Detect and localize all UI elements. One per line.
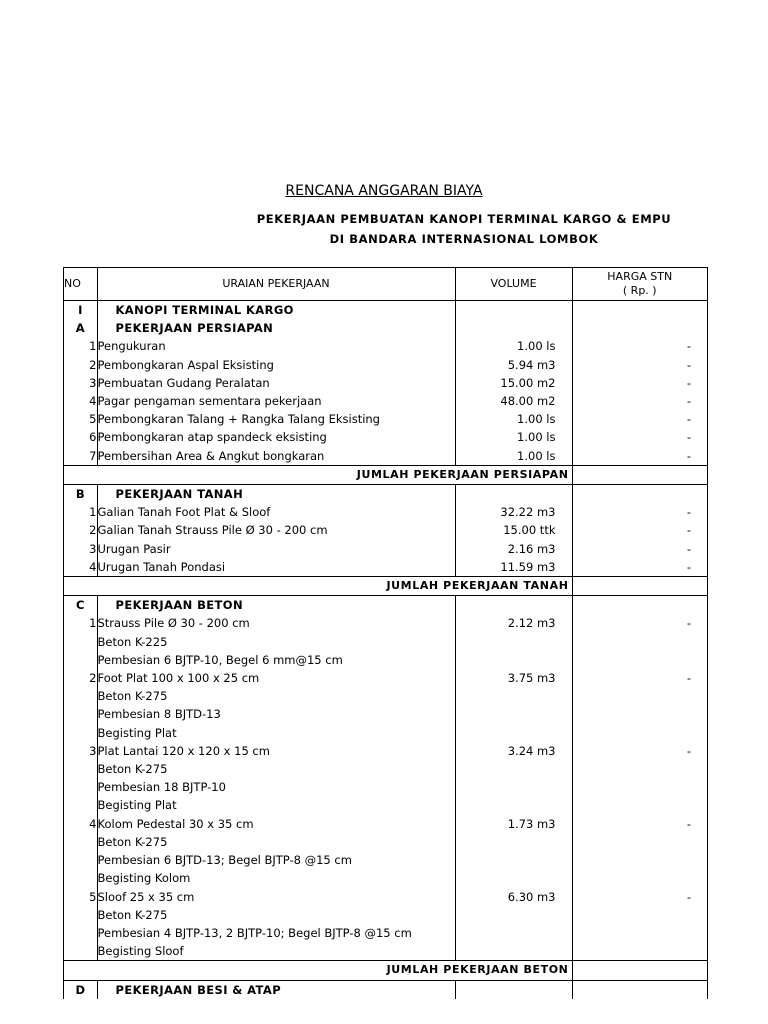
row-unit-price: - (686, 541, 691, 556)
row-unit-price: - (686, 339, 691, 354)
row-volume: 5.94 m3 (455, 356, 572, 374)
row-volume: 6.30 m3 (455, 888, 572, 906)
row-unit-price: - (686, 559, 691, 574)
row-number: 3 (64, 540, 97, 558)
row-volume: 1.73 m3 (455, 815, 572, 833)
row-description: Plat Lantai 120 x 120 x 15 cm (97, 742, 455, 760)
row-number: 4 (64, 392, 97, 410)
row-unit-price: - (686, 671, 691, 686)
row-number: 5 (64, 410, 97, 428)
row-description: Pembesian 8 BJTD-13 (97, 705, 455, 723)
subtotal-value (572, 961, 707, 980)
subtotal-label: JUMLAH PEKERJAAN TANAH (64, 577, 572, 596)
row-number (64, 760, 97, 778)
row-number: 3 (64, 374, 97, 392)
row-volume (455, 301, 572, 320)
header-unit-price (572, 268, 707, 301)
table-row (64, 633, 707, 651)
row-unit-price: - (686, 743, 691, 758)
row-description: Strauss Pile Ø 30 - 200 cm (97, 614, 455, 632)
row-unit-price (572, 651, 707, 669)
subtotal-value (572, 465, 707, 484)
row-description: PEKERJAAN TANAH (97, 485, 455, 504)
row-volume (455, 705, 572, 723)
row-volume (455, 760, 572, 778)
row-description: Begisting Kolom (97, 869, 455, 887)
row-unit-price (572, 724, 707, 742)
row-unit-price (572, 633, 707, 651)
row-unit-price (572, 705, 707, 723)
row-description: Pagar pengaman sementara pekerjaan (97, 392, 455, 410)
row-number: I (64, 301, 97, 320)
row-unit-price (572, 319, 707, 337)
header-no: NO (64, 268, 97, 301)
row-description: Urugan Tanah Pondasi (97, 558, 455, 577)
row-unit-price: - (686, 889, 691, 904)
table-row (64, 392, 707, 410)
row-volume (455, 851, 572, 869)
row-description: Pembuatan Gudang Peralatan (97, 374, 455, 392)
row-unit-price (572, 851, 707, 869)
table-row (64, 337, 707, 355)
subtotal-label: JUMLAH PEKERJAAN PERSIAPAN (64, 465, 572, 484)
row-number (64, 651, 97, 669)
row-volume: 1.00 ls (455, 428, 572, 446)
table-row (64, 410, 707, 428)
row-volume (455, 778, 572, 796)
table-row (64, 851, 707, 869)
row-volume: 11.59 m3 (455, 558, 572, 577)
table-row (64, 742, 707, 760)
row-unit-price: - (686, 394, 691, 409)
row-unit-price (572, 596, 707, 615)
row-volume: 2.16 m3 (455, 540, 572, 558)
row-volume (455, 924, 572, 942)
row-unit-price (572, 760, 707, 778)
row-unit-price (572, 906, 707, 924)
cost-estimate-table (64, 268, 707, 999)
row-number: A (64, 319, 97, 337)
row-number: 4 (64, 558, 97, 577)
subtotal-value (572, 577, 707, 596)
row-number (64, 942, 97, 961)
subtotal-row (64, 961, 707, 980)
table-row (64, 869, 707, 887)
table-row (64, 428, 707, 446)
table-row (64, 687, 707, 705)
header-description: URAIAN PEKERJAAN (97, 268, 455, 301)
row-number (64, 633, 97, 651)
header-volume: VOLUME (455, 268, 572, 301)
row-volume: 2.12 m3 (455, 614, 572, 632)
row-volume: 3.24 m3 (455, 742, 572, 760)
table-row (64, 614, 707, 632)
row-description: Kolom Pedestal 30 x 35 cm (97, 815, 455, 833)
row-number: 1 (64, 337, 97, 355)
header-unit-price-label: HARGA STN (607, 270, 673, 283)
row-volume (455, 869, 572, 887)
row-number (64, 924, 97, 942)
row-unit-price (572, 485, 707, 504)
row-description: Pembesian 6 BJTD-13; Begel BJTP-8 @15 cm (97, 851, 455, 869)
row-volume: 15.00 ttk (455, 521, 572, 539)
table-row (64, 906, 707, 924)
row-number: 5 (64, 888, 97, 906)
row-unit-price (572, 869, 707, 887)
row-number: 2 (64, 356, 97, 374)
table-row (64, 447, 707, 466)
row-description: Beton K-275 (97, 687, 455, 705)
row-unit-price (572, 942, 707, 961)
row-description: Begisting Plat (97, 796, 455, 814)
row-volume: 15.00 m2 (455, 374, 572, 392)
row-number: 3 (64, 742, 97, 760)
row-unit-price (572, 796, 707, 814)
row-unit-price (572, 924, 707, 942)
section-row (64, 301, 707, 320)
row-volume (455, 319, 572, 337)
row-unit-price: - (686, 430, 691, 445)
row-description: Foot Plat 100 x 100 x 25 cm (97, 669, 455, 687)
row-number: 4 (64, 815, 97, 833)
table-row (64, 815, 707, 833)
row-number (64, 687, 97, 705)
table-row (64, 942, 707, 961)
row-description: Pembesian 6 BJTP-10, Begel 6 mm@15 cm (97, 651, 455, 669)
row-description: Pembersihan Area & Angkut bongkaran (97, 447, 455, 466)
row-unit-price: - (686, 357, 691, 372)
row-number: 7 (64, 447, 97, 466)
row-description: Pembesian 4 BJTP-13, 2 BJTP-10; Begel BJTP-8 @15 cm (97, 924, 455, 942)
row-volume (455, 906, 572, 924)
table-row (64, 924, 707, 942)
row-description: PEKERJAAN PERSIAPAN (97, 319, 455, 337)
row-volume (455, 651, 572, 669)
document-subtitle: PEKERJAAN PEMBUATAN KANOPI TERMINAL KARGO & EMPU (256, 212, 672, 226)
table-row (64, 669, 707, 687)
row-volume (455, 596, 572, 615)
row-description: Beton K-275 (97, 906, 455, 924)
row-number (64, 833, 97, 851)
row-number (64, 724, 97, 742)
row-unit-price: - (686, 448, 691, 463)
table-row (64, 374, 707, 392)
table-row (64, 833, 707, 851)
table-row (64, 760, 707, 778)
row-number (64, 851, 97, 869)
row-number: 2 (64, 521, 97, 539)
row-number (64, 869, 97, 887)
row-volume (455, 942, 572, 961)
section-row (64, 485, 707, 504)
row-volume: 1.00 ls (455, 447, 572, 466)
table-row (64, 356, 707, 374)
row-volume (455, 485, 572, 504)
row-unit-price: - (686, 375, 691, 390)
row-number: 1 (64, 614, 97, 632)
row-number (64, 796, 97, 814)
row-unit-price (572, 778, 707, 796)
row-description: Beton K-275 (97, 833, 455, 851)
row-volume (455, 796, 572, 814)
row-description: Pembongkaran Aspal Eksisting (97, 356, 455, 374)
row-description: Sloof 25 x 35 cm (97, 888, 455, 906)
row-volume: 1.00 ls (455, 410, 572, 428)
section-row (64, 596, 707, 615)
row-unit-price (572, 301, 707, 320)
section-row (64, 980, 707, 999)
row-number: B (64, 485, 97, 504)
row-number: C (64, 596, 97, 615)
row-number: 6 (64, 428, 97, 446)
row-description: Beton K-225 (97, 633, 455, 651)
table-row (64, 521, 707, 539)
table-header-row (64, 268, 707, 301)
table-body (64, 301, 707, 999)
header-unit-price-currency: ( Rp. ) (622, 284, 657, 297)
row-volume: 32.22 m3 (455, 503, 572, 521)
row-number (64, 705, 97, 723)
row-description: Pembesian 18 BJTP-10 (97, 778, 455, 796)
table-row (64, 503, 707, 521)
table-row (64, 796, 707, 814)
table-row (64, 705, 707, 723)
row-volume (455, 833, 572, 851)
row-description: PEKERJAAN BESI & ATAP (97, 980, 455, 999)
row-number: D (64, 980, 97, 999)
row-description: Pembongkaran atap spandeck eksisting (97, 428, 455, 446)
table-row (64, 540, 707, 558)
section-row (64, 319, 707, 337)
subtotal-row (64, 577, 707, 596)
row-unit-price (572, 833, 707, 851)
row-description: Galian Tanah Strauss Pile Ø 30 - 200 cm (97, 521, 455, 539)
document-subtitle-location: DI BANDARA INTERNASIONAL LOMBOK (329, 232, 599, 246)
row-description: Pengukuran (97, 337, 455, 355)
row-unit-price (572, 687, 707, 705)
row-description: PEKERJAAN BETON (97, 596, 455, 615)
row-unit-price (572, 980, 707, 999)
row-description: Beton K-275 (97, 760, 455, 778)
row-description: Urugan Pasir (97, 540, 455, 558)
row-unit-price: - (686, 816, 691, 831)
row-volume (455, 980, 572, 999)
row-number (64, 906, 97, 924)
row-unit-price: - (686, 505, 691, 520)
table-row (64, 651, 707, 669)
row-volume (455, 724, 572, 742)
row-description: Begisting Sloof (97, 942, 455, 961)
subtotal-row (64, 465, 707, 484)
row-volume (455, 633, 572, 651)
row-unit-price: - (686, 523, 691, 538)
row-unit-price: - (686, 412, 691, 427)
row-volume (455, 687, 572, 705)
subtotal-label: JUMLAH PEKERJAAN BETON (64, 961, 572, 980)
table-row (64, 558, 707, 577)
row-number (64, 778, 97, 796)
row-description: Galian Tanah Foot Plat & Sloof (97, 503, 455, 521)
row-volume: 48.00 m2 (455, 392, 572, 410)
table-row (64, 888, 707, 906)
table-row (64, 724, 707, 742)
row-number: 1 (64, 503, 97, 521)
document-title: RENCANA ANGGARAN BIAYA (285, 183, 483, 199)
row-number: 2 (64, 669, 97, 687)
row-unit-price: - (686, 616, 691, 631)
cost-estimate-table-container (63, 267, 708, 999)
table-row (64, 778, 707, 796)
row-description: KANOPI TERMINAL KARGO (97, 301, 455, 320)
row-description: Pembongkaran Talang + Rangka Talang Eksisting (97, 410, 455, 428)
row-volume: 3.75 m3 (455, 669, 572, 687)
row-description: Begisting Plat (97, 724, 455, 742)
row-volume: 1.00 ls (455, 337, 572, 355)
